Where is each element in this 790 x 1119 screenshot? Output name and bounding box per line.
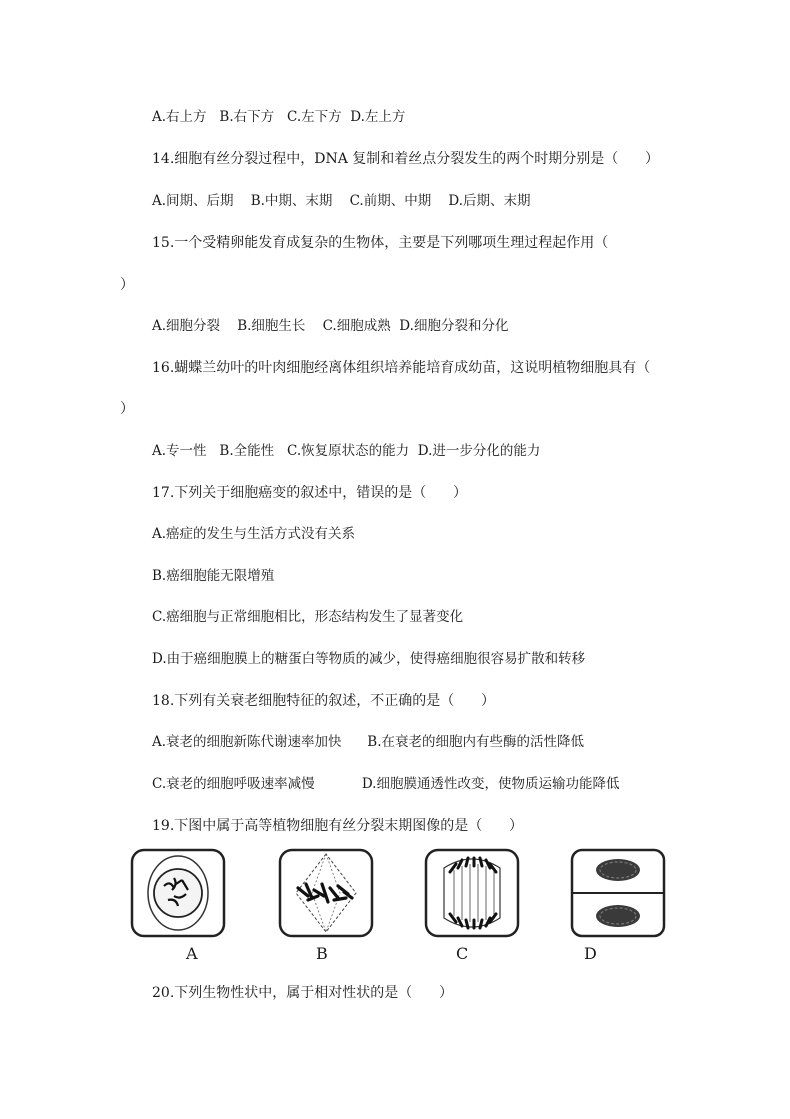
q17-option-a: A.癌症的发生与生活方式没有关系 <box>152 526 356 542</box>
q19-stem: 19.下图中属于高等植物细胞有丝分裂末期图像的是（ ） <box>152 818 523 834</box>
figure-label-b: B <box>316 944 328 963</box>
q17-option-c: C.癌细胞与正常细胞相比，形态结构发生了显著变化 <box>152 609 464 625</box>
q13-options: A.右上方 B.右下方 C.左下方 D.左上方 <box>152 109 406 125</box>
q17-stem: 17.下列关于细胞癌变的叙述中，错误的是（ ） <box>152 485 467 501</box>
q18-stem: 18.下列有关衰老细胞特征的叙述，不正确的是（ ） <box>152 693 495 709</box>
cell-figure-d <box>570 848 666 938</box>
q17-option-b: B.癌细胞能无限增殖 <box>152 568 275 584</box>
q18-options-ab: A.衰老的细胞新陈代谢速率加快 B.在衰老的细胞内有些酶的活性降低 <box>152 734 584 750</box>
q16-stem: 16.蝴蝶兰幼叶的叶肉细胞经离体组织培养能培育成幼苗，这说明植物细胞具有（ <box>152 360 651 376</box>
cell-figure-c <box>424 848 520 938</box>
q18-options-cd: C.衰老的细胞呼吸速率减慢 D.细胞膜通透性改变，使物质运输功能降低 <box>152 776 620 792</box>
q20-stem: 20.下列生物性状中，属于相对性状的是（ ） <box>152 985 453 1001</box>
cell-figure-a <box>130 848 226 938</box>
q14-stem: 14.细胞有丝分裂过程中，DNA 复制和着丝点分裂发生的两个时期分别是（ ） <box>152 151 659 167</box>
q17-option-d: D.由于癌细胞膜上的糖蛋白等物质的减少，使得癌细胞很容易扩散和转移 <box>152 651 586 667</box>
figure-label-c: C <box>456 944 469 963</box>
figure-label-d: D <box>584 944 597 963</box>
q16-stem-continuation: ） <box>120 401 134 417</box>
q15-options: A.细胞分裂 B.细胞生长 C.细胞成熟 D.细胞分裂和分化 <box>152 318 509 334</box>
q16-options: A.专一性 B.全能性 C.恢复原状态的能力 D.进一步分化的能力 <box>152 443 541 459</box>
figure-label-a: A <box>186 944 198 963</box>
q15-stem: 15.一个受精卵能发育成复杂的生物体，主要是下列哪项生理过程起作用（ <box>152 235 609 251</box>
q15-stem-continuation: ） <box>120 277 134 293</box>
cell-figure-b <box>278 848 374 938</box>
q14-options: A.间期、后期 B.中期、末期 C.前期、中期 D.后期、末期 <box>152 193 531 209</box>
